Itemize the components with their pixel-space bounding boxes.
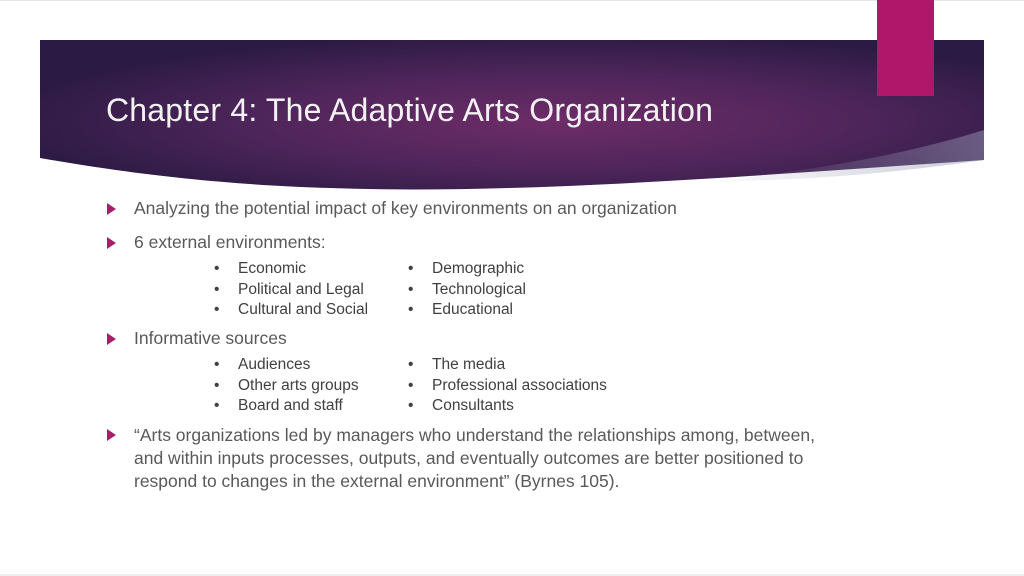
sub-bullet-text: Consultants bbox=[432, 397, 514, 414]
bullet-arrow-icon bbox=[107, 429, 116, 441]
sub-bullet-text: Cultural and Social bbox=[238, 301, 369, 318]
accent-tab bbox=[877, 0, 934, 96]
bullet-text: Analyzing the potential impact of key environments on an organization bbox=[134, 198, 677, 218]
bullet-arrow-icon bbox=[107, 237, 116, 249]
sub-bullet-text: Demographic bbox=[432, 260, 525, 277]
bullet-dot-icon: • bbox=[214, 397, 220, 414]
bullet-dot-icon: • bbox=[214, 356, 220, 373]
bullet-dot-icon: • bbox=[214, 301, 220, 318]
bullet-dot-icon: • bbox=[408, 397, 414, 414]
bullet-text: Informative sources bbox=[134, 328, 287, 348]
sub-bullet-text: Technological bbox=[432, 280, 526, 298]
bullet-text: 6 external environments: bbox=[134, 232, 326, 252]
sub-bullet-text: Economic bbox=[238, 260, 307, 277]
slide-title: Chapter 4: The Adaptive Arts Organization bbox=[106, 92, 714, 128]
bullet-dot-icon: • bbox=[408, 280, 414, 298]
sub-bullet-text: Educational bbox=[432, 301, 514, 318]
bullet-dot-icon: • bbox=[408, 301, 414, 318]
sub-bullet-text: Other arts groups bbox=[238, 376, 359, 394]
bullet-dot-icon: • bbox=[408, 376, 414, 394]
sub-bullet-text: The media bbox=[432, 356, 506, 373]
bullet-dot-icon: • bbox=[214, 280, 220, 298]
bullet-arrow-icon bbox=[107, 333, 116, 345]
bullet-dot-icon: • bbox=[214, 376, 220, 394]
bullet-dot-icon: • bbox=[408, 356, 414, 373]
bullet-dot-icon: • bbox=[214, 260, 220, 277]
bullet-dot-icon: • bbox=[408, 260, 414, 277]
sub-bullet-text: Board and staff bbox=[238, 397, 343, 414]
sub-bullet-text: Political and Legal bbox=[238, 280, 364, 298]
sub-bullet-text: Professional associations bbox=[432, 376, 607, 394]
quote-text: “Arts organizations led by managers who understand the relationships among, between, and within inputs processes, outputs, and eventually outcomes are better positioned to respond to changes in the external environment” (Byrnes 105). bbox=[134, 425, 815, 491]
bullet-arrow-icon bbox=[107, 203, 116, 215]
sub-bullet-text: Audiences bbox=[238, 356, 311, 373]
